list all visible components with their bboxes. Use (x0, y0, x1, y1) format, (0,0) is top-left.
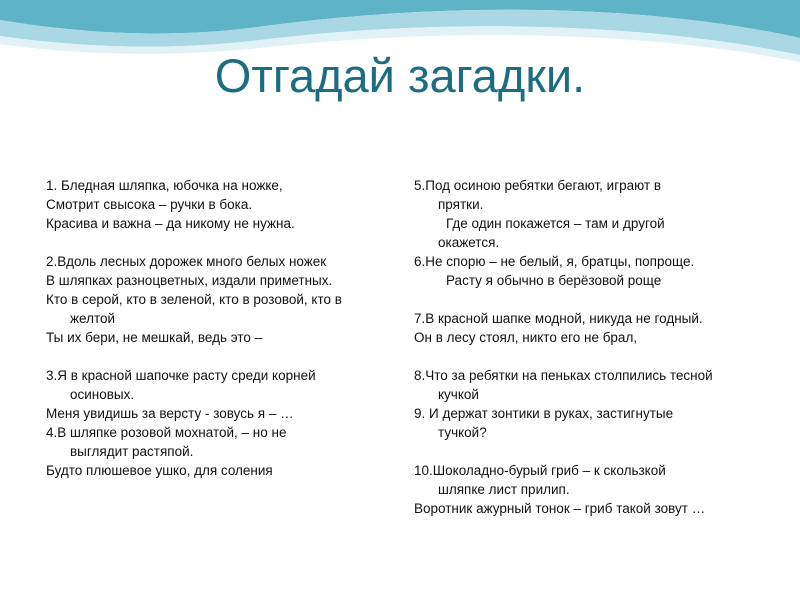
riddle-line: прятки. (438, 197, 484, 212)
riddle-line: Воротник ажурный тонок – гриб такой зовут … (414, 501, 706, 516)
riddle-line: выглядит растяпой. (70, 444, 194, 459)
riddle-line: окажется. (438, 235, 500, 250)
riddles-left-column (46, 176, 396, 480)
slide-title: Отгадай загадки. (214, 49, 586, 102)
riddle-line: шляпке лист прилип. (438, 482, 570, 497)
riddle-line: Ты их бери, не мешкай, ведь это – (46, 330, 263, 345)
riddle-line: 3.Я в красной шапочке расту среди корней (46, 368, 316, 383)
riddle-line: кучкой (438, 387, 479, 402)
riddle-line: 4.В шляпке розовой мохнатой, – но не (46, 425, 287, 440)
riddle-line: желтой (70, 311, 116, 326)
riddle-line: Расту я обычно в берёзовой роще (446, 273, 662, 288)
riddle-line: 10.Шоколадно-бурый гриб – к скользкой (414, 463, 666, 478)
riddle-line: 5.Под осиною ребятки бегают, играют в (414, 178, 662, 193)
riddle-line: 8.Что за ребятки на пеньках столпились тесной (414, 368, 713, 383)
riddle-line: Где один покажется – там и другой (446, 216, 665, 231)
riddle-line: осиновых. (70, 387, 135, 402)
riddle-line: 6.Не спорю – не белый, я, братцы, попроще. (414, 254, 695, 269)
riddle-line: 2.Вдоль лесных дорожек много белых ножек (46, 254, 327, 269)
riddle-line: тучкой? (438, 425, 487, 440)
riddle-line: Смотрит свысока – ручки в бока. (46, 197, 253, 212)
riddle-line: Он в лесу стоял, никто его не брал, (414, 330, 638, 345)
riddle-line: Будто плюшевое ушко, для соления (46, 463, 273, 478)
riddle-line: Красива и важна – да никому не нужна. (46, 216, 295, 231)
riddles-right-column (414, 176, 754, 518)
riddle-line: 1. Бледная шляпка, юбочка на ножке, (46, 178, 283, 193)
riddle-line: Меня увидишь за версту - зовусь я – … (46, 406, 294, 421)
riddle-line: 9. И держат зонтики в руках, застигнутые (414, 406, 674, 421)
riddle-line: В шляпках разноцветных, издали приметных. (46, 273, 333, 288)
riddle-line: Кто в серой, кто в зеленой, кто в розовой, кто в (46, 292, 342, 307)
riddle-line: 7.В красной шапке модной, никуда не годный. (414, 311, 703, 326)
